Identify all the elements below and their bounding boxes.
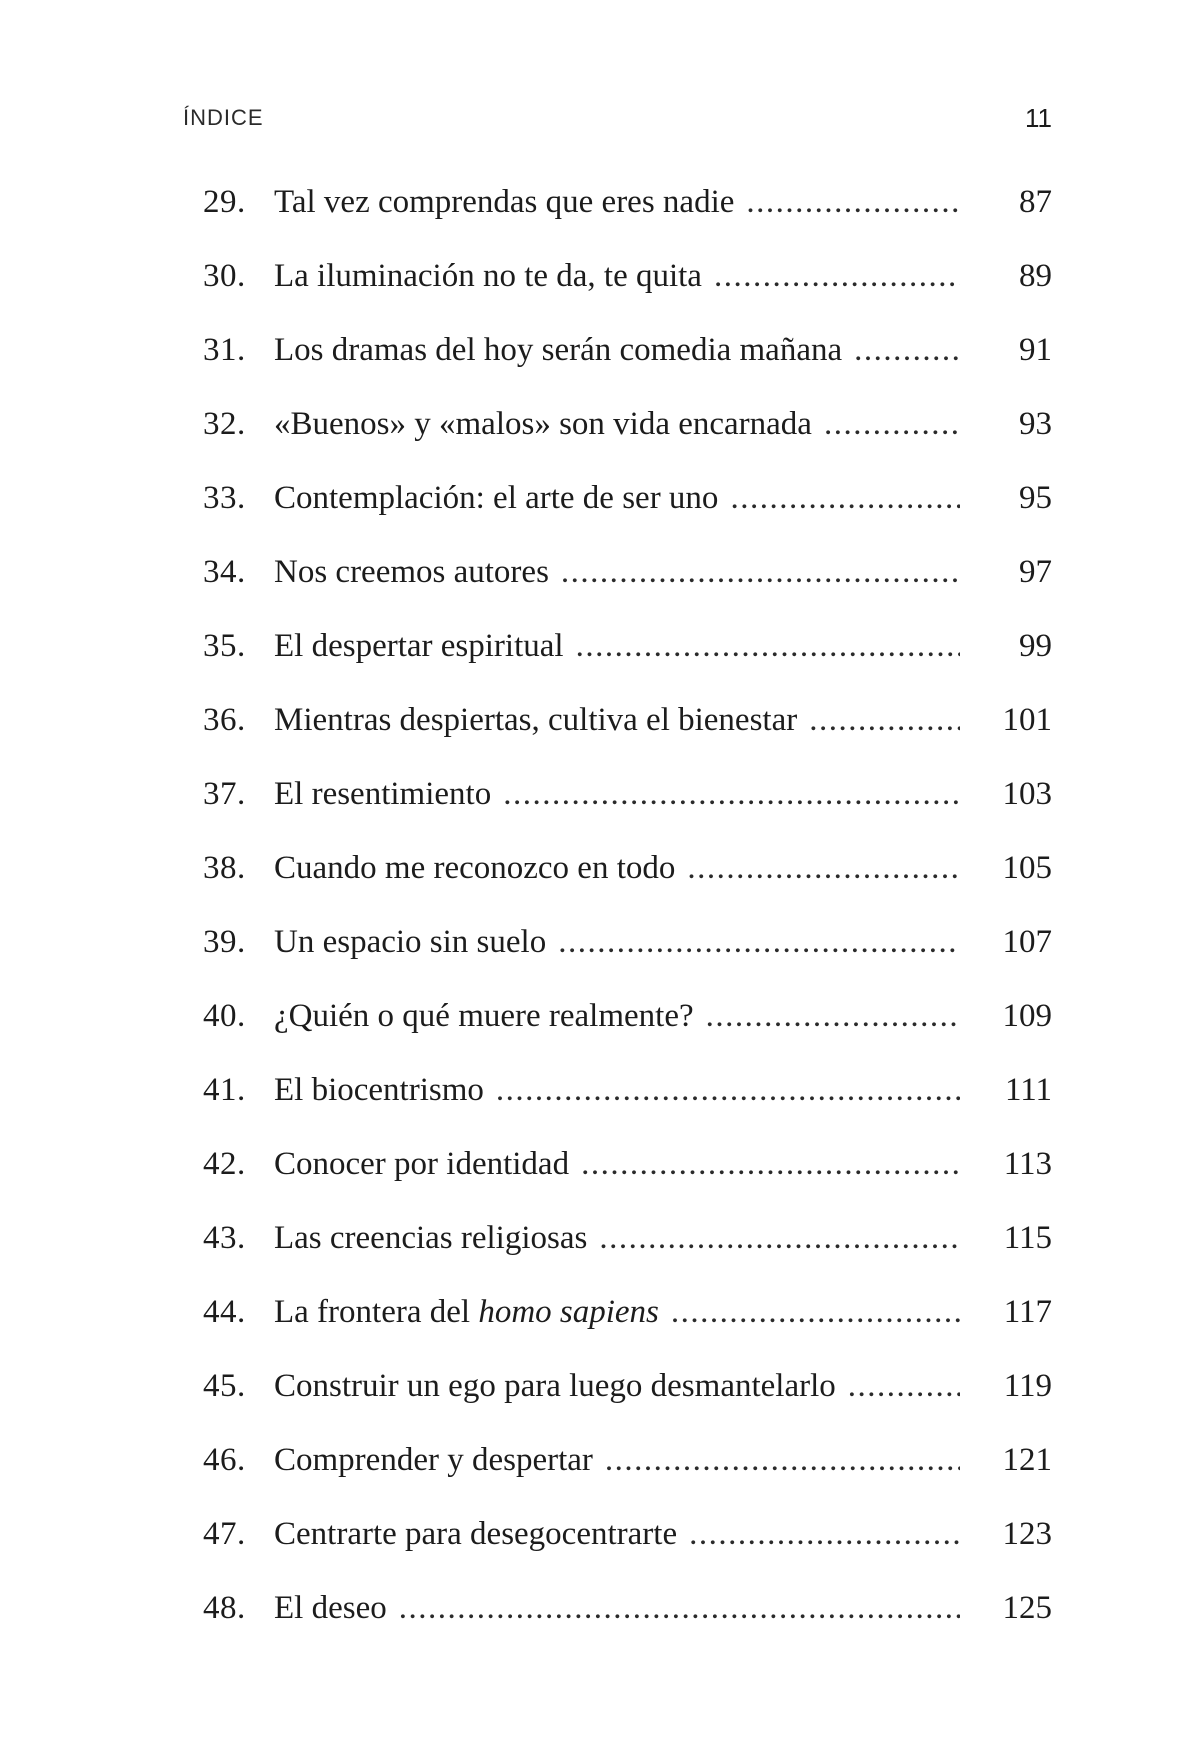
dot-leader bbox=[854, 313, 960, 387]
entry-page-number: 115 bbox=[1003, 1220, 1052, 1256]
entry-number: 33. bbox=[203, 480, 246, 516]
entry-page-number: 93 bbox=[1019, 406, 1052, 442]
table-of-contents bbox=[0, 165, 1200, 1645]
entry-page-number: 123 bbox=[1002, 1516, 1052, 1552]
entry-number: 40. bbox=[203, 998, 246, 1034]
dot-leader bbox=[503, 757, 960, 831]
entry-title: La iluminación no te da, te quita bbox=[274, 258, 702, 294]
dot-leader bbox=[581, 1127, 960, 1201]
dot-leader bbox=[561, 535, 960, 609]
entry-title: Cuando me reconozco en todo bbox=[274, 850, 676, 886]
entry-number: 31. bbox=[203, 332, 246, 368]
entry-title-italic: homo sapiens bbox=[478, 1294, 659, 1330]
toc-entry bbox=[0, 1423, 1200, 1497]
toc-entry bbox=[0, 1127, 1200, 1201]
toc-entry bbox=[0, 1275, 1200, 1349]
entry-title: El resentimiento bbox=[274, 776, 492, 812]
entry-body bbox=[274, 1053, 960, 1127]
entry-number: 36. bbox=[203, 702, 246, 738]
toc-entry bbox=[0, 979, 1200, 1053]
entry-page-number: 87 bbox=[1019, 184, 1052, 220]
dot-leader bbox=[848, 1349, 960, 1423]
running-head bbox=[183, 98, 1052, 138]
entry-number: 48. bbox=[203, 1590, 246, 1626]
entry-number: 34. bbox=[203, 554, 246, 590]
dot-leader bbox=[714, 239, 960, 313]
entry-title: Mientras despiertas, cultiva el bienestar bbox=[274, 702, 798, 738]
dot-leader bbox=[730, 461, 960, 535]
dot-leader bbox=[687, 831, 960, 905]
toc-entry bbox=[0, 165, 1200, 239]
entry-body bbox=[274, 979, 960, 1053]
entry-title: Las creencias religiosas bbox=[274, 1220, 588, 1256]
toc-entry bbox=[0, 609, 1200, 683]
dot-leader bbox=[399, 1571, 960, 1645]
entry-body bbox=[274, 1423, 960, 1497]
dot-leader bbox=[576, 609, 960, 683]
dot-leader bbox=[706, 979, 960, 1053]
entry-page-number: 103 bbox=[1002, 776, 1052, 812]
entry-page-number: 119 bbox=[1003, 1368, 1052, 1404]
toc-entry bbox=[0, 461, 1200, 535]
toc-entry bbox=[0, 905, 1200, 979]
entry-title bbox=[274, 1275, 659, 1349]
entry-number: 44. bbox=[203, 1294, 246, 1330]
entry-title: Contemplación: el arte de ser uno bbox=[274, 480, 719, 516]
entry-title: ¿Quién o qué muere realmente? bbox=[274, 998, 694, 1034]
entry-body bbox=[274, 1349, 960, 1423]
toc-entry bbox=[0, 683, 1200, 757]
entry-title: Nos creemos autores bbox=[274, 554, 549, 590]
toc-entry bbox=[0, 1349, 1200, 1423]
entry-body bbox=[274, 1201, 960, 1275]
entry-body bbox=[274, 239, 960, 313]
entry-page-number: 109 bbox=[1002, 998, 1052, 1034]
toc-entry bbox=[0, 535, 1200, 609]
toc-entry bbox=[0, 757, 1200, 831]
entry-title: Conocer por identidad bbox=[274, 1146, 570, 1182]
entry-title: Un espacio sin suelo bbox=[274, 924, 547, 960]
toc-entry bbox=[0, 1571, 1200, 1645]
entry-page-number: 107 bbox=[1002, 924, 1052, 960]
entry-body bbox=[274, 165, 960, 239]
toc-entry bbox=[0, 1201, 1200, 1275]
entry-title: El biocentrismo bbox=[274, 1072, 484, 1108]
entry-page-number: 95 bbox=[1019, 480, 1052, 516]
entry-title: El despertar espiritual bbox=[274, 628, 564, 664]
entry-page-number: 125 bbox=[1002, 1590, 1052, 1626]
entry-body bbox=[274, 387, 960, 461]
toc-entry bbox=[0, 1497, 1200, 1571]
entry-body bbox=[274, 313, 960, 387]
dot-leader bbox=[746, 165, 960, 239]
entry-number: 47. bbox=[203, 1516, 246, 1552]
toc-entry bbox=[0, 831, 1200, 905]
entry-page-number: 113 bbox=[1003, 1146, 1052, 1182]
entry-body bbox=[274, 1497, 960, 1571]
entry-body bbox=[274, 1275, 960, 1349]
entry-title-prefix: La frontera del bbox=[274, 1294, 479, 1330]
dot-leader bbox=[599, 1201, 960, 1275]
entry-title: «Buenos» y «malos» son vida encarnada bbox=[274, 406, 812, 442]
entry-body bbox=[274, 609, 960, 683]
entry-title: Tal vez comprendas que eres nadie bbox=[274, 184, 735, 220]
entry-number: 35. bbox=[203, 628, 246, 664]
dot-leader bbox=[558, 905, 960, 979]
dot-leader bbox=[605, 1423, 960, 1497]
entry-number: 29. bbox=[203, 184, 246, 220]
entry-page-number: 101 bbox=[1002, 702, 1052, 738]
entry-number: 46. bbox=[203, 1442, 246, 1478]
toc-entry bbox=[0, 387, 1200, 461]
entry-number: 38. bbox=[203, 850, 246, 886]
entry-body bbox=[274, 1127, 960, 1201]
entry-page-number: 97 bbox=[1019, 554, 1052, 590]
entry-number: 42. bbox=[203, 1146, 246, 1182]
entry-title: El deseo bbox=[274, 1590, 387, 1626]
dot-leader bbox=[824, 387, 960, 461]
entry-number: 32. bbox=[203, 406, 246, 442]
entry-title: Construir un ego para luego desmantelarlo bbox=[274, 1368, 836, 1404]
entry-body bbox=[274, 535, 960, 609]
entry-page-number: 91 bbox=[1019, 332, 1052, 368]
entry-number: 41. bbox=[203, 1072, 246, 1108]
entry-number: 43. bbox=[203, 1220, 246, 1256]
dot-leader bbox=[809, 683, 960, 757]
entry-title: Los dramas del hoy serán comedia mañana bbox=[274, 332, 843, 368]
entry-page-number: 99 bbox=[1019, 628, 1052, 664]
entry-page-number: 105 bbox=[1002, 850, 1052, 886]
entry-page-number: 89 bbox=[1019, 258, 1052, 294]
entry-body bbox=[274, 905, 960, 979]
dot-leader bbox=[671, 1275, 960, 1349]
entry-body bbox=[274, 1571, 960, 1645]
entry-body bbox=[274, 683, 960, 757]
toc-entry bbox=[0, 239, 1200, 313]
entry-page-number: 111 bbox=[1004, 1072, 1052, 1108]
entry-title: Centrarte para desegocentrarte bbox=[274, 1516, 678, 1552]
toc-entry bbox=[0, 313, 1200, 387]
entry-page-number: 121 bbox=[1002, 1442, 1052, 1478]
page-number: 11 bbox=[1025, 102, 1052, 133]
section-name: ÍNDICE bbox=[183, 105, 264, 130]
entry-body bbox=[274, 757, 960, 831]
entry-number: 30. bbox=[203, 258, 246, 294]
dot-leader bbox=[689, 1497, 960, 1571]
entry-number: 45. bbox=[203, 1368, 246, 1404]
toc-entry bbox=[0, 1053, 1200, 1127]
entry-body bbox=[274, 831, 960, 905]
entry-page-number: 117 bbox=[1003, 1294, 1052, 1330]
entry-title: Comprender y despertar bbox=[274, 1442, 593, 1478]
entry-number: 39. bbox=[203, 924, 246, 960]
entry-body bbox=[274, 461, 960, 535]
dot-leader bbox=[496, 1053, 960, 1127]
entry-number: 37. bbox=[203, 776, 246, 812]
